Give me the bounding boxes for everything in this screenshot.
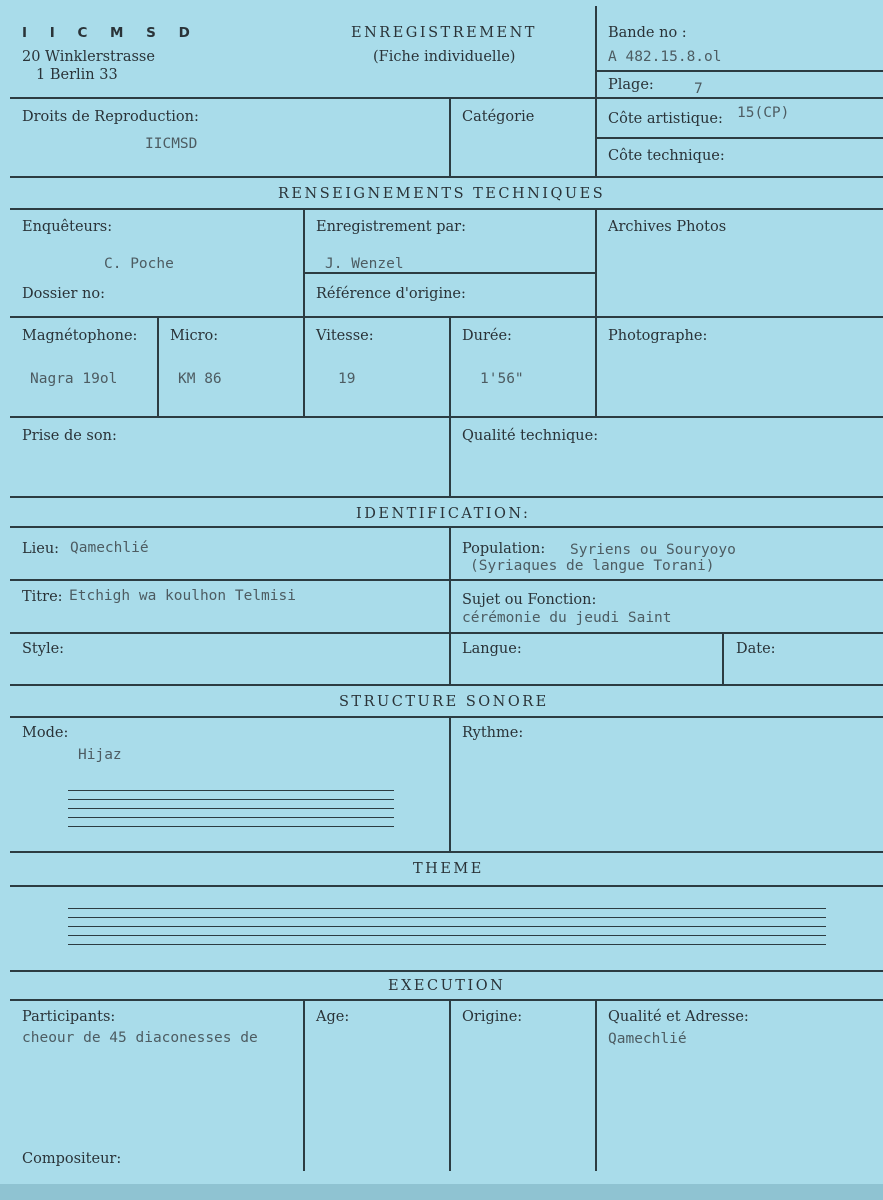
participants-label: Participants: [22,1009,116,1025]
compositeur-label: Compositeur: [22,1151,122,1167]
prise-de-son-label: Prise de son: [22,428,117,444]
vline-header-right [595,6,597,176]
vitesse-value: 19 [338,371,356,387]
origine-label: Origine: [462,1009,523,1025]
mode-staff-line [68,817,394,818]
org-street: 20 Winklerstrasse [22,49,155,65]
tech-heading: RENSEIGNEMENTS TECHNIQUES [278,186,606,202]
line-exec-heading-bottom [10,999,883,1001]
archives-photos-label: Archives Photos [608,219,727,235]
execution-heading: EXECUTION [388,978,506,994]
style-label: Style: [22,641,65,657]
line-struct-heading-bottom [10,716,883,718]
vline-date-left [722,632,724,684]
mode-staff-line [68,790,394,791]
line-tech-row1-bottom [10,316,883,318]
enqueteurs-value: C. Poche [104,256,174,272]
enregistrement-par-label: Enregistrement par: [316,219,466,235]
vline-tech-right [595,208,597,416]
age-label: Age: [316,1009,350,1025]
titre-value: Etchigh wa koulhon Telmisi [69,588,296,604]
vline-rythme-left [449,716,451,851]
form-title: ENREGISTREMENT [351,25,537,41]
line-ident-row3-bottom [10,684,883,686]
vline-duree-left [449,316,451,416]
vline-origine-left [449,999,451,1171]
structure-heading: STRUCTURE SONORE [339,694,549,710]
photographe-label: Photographe: [608,328,708,344]
line-struct-bottom [10,851,883,853]
plage-label: Plage: [608,77,654,93]
droits-label: Droits de Reproduction: [22,109,199,125]
vline-qualite-adresse-left [595,999,597,1171]
rythme-label: Rythme: [462,725,524,741]
theme-heading: THEME [413,861,484,877]
cote-artistique-value: 15(CP) [737,105,790,121]
theme-staff-line [68,917,826,918]
cote-artistique-label: Côte artistique: [608,111,723,127]
line-rights-bottom [10,176,883,178]
theme-staff-line [68,935,826,936]
org-logo: I I C M S D [22,25,199,41]
magnetophone-value: Nagra 19ol [30,371,118,387]
micro-value: KM 86 [178,371,222,387]
theme-staff-line [68,944,826,945]
org-city: 1 Berlin 33 [36,67,118,83]
population-value-2: (Syriaques de langue Torani) [470,558,715,574]
cote-technique-label: Côte technique: [608,148,725,164]
qualite-adresse-label: Qualité et Adresse: [608,1009,749,1025]
lieu-value: Qamechlié [70,540,149,556]
bande-label: Bande no : [608,25,687,41]
line-cote-mid [595,137,883,139]
micro-label: Micro: [170,328,219,344]
line-tech-row3-bottom [10,496,883,498]
mode-staff-line [68,826,394,827]
vline-categorie-left [449,97,451,176]
droits-value: IICMSD [145,136,198,152]
reference-label: Référence d'origine: [316,286,466,302]
langue-label: Langue: [462,641,522,657]
qualite-adresse-value: Qamechlié [608,1031,687,1047]
population-value: Syriens ou Souryoyo [570,542,736,558]
line-ident-heading-bottom [10,526,883,528]
vline-tech-mid [303,208,305,416]
sujet-label: Sujet ou Fonction: [462,592,597,608]
mode-staff-line [68,799,394,800]
vline-micro-left [157,316,159,416]
bande-value: A 482.15.8.ol [608,49,722,65]
theme-staff-line [68,926,826,927]
line-tech-row2-bottom [10,416,883,418]
duree-label: Durée: [462,328,512,344]
lieu-label: Lieu: [22,541,60,557]
line-theme-bottom [10,970,883,972]
date-label: Date: [736,641,776,657]
line-tech-heading-bottom [10,208,883,210]
line-plage-top [595,70,883,72]
titre-label: Titre: [22,589,63,605]
duree-value: 1'56" [480,371,524,387]
theme-staff-line [68,908,826,909]
form-subtitle: (Fiche individuelle) [373,49,516,65]
qualite-technique-label: Qualité technique: [462,428,599,444]
population-label: Population: [462,541,546,557]
enregistrement-par-value: J. Wenzel [325,256,404,272]
vline-ident-mid [449,526,451,684]
mode-value: Hijaz [78,747,122,763]
line-header-bottom [10,97,883,99]
mode-staff-line [68,808,394,809]
line-ident-row1-bottom [10,579,883,581]
line-ident-row2-bottom [10,632,883,634]
vline-qualite-left [449,416,451,496]
plage-value: 7 [694,81,703,97]
categorie-label: Catégorie [462,109,535,125]
participants-value: cheour de 45 diaconesses de [22,1030,258,1046]
vitesse-label: Vitesse: [316,328,374,344]
dossier-label: Dossier no: [22,286,105,302]
line-theme-heading-bottom [10,885,883,887]
magnetophone-label: Magnétophone: [22,328,138,344]
ident-heading: IDENTIFICATION: [356,506,531,522]
enqueteurs-label: Enquêteurs: [22,219,113,235]
vline-age-left [303,999,305,1171]
sujet-value: cérémonie du jeudi Saint [462,610,672,626]
card-bottom-edge [0,1184,883,1200]
mode-label: Mode: [22,725,69,741]
